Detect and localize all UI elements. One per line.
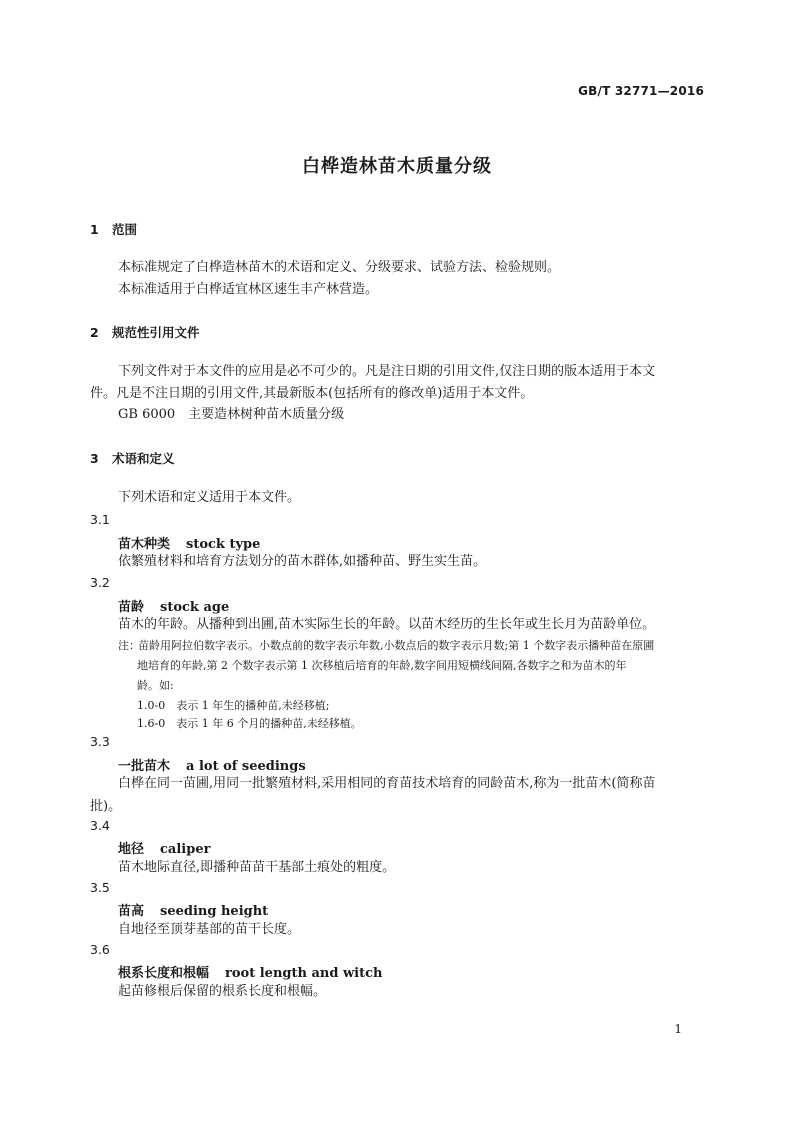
term-definition: 依繁殖材料和培育方法划分的苗木群体,如播种苗、野生实生苗。 [118, 554, 487, 569]
standard-code: GB/T 32771—2016 [578, 84, 704, 98]
term-english: caliper [160, 842, 211, 857]
term-heading [118, 900, 268, 919]
term-english: stock type [186, 537, 261, 552]
term-note-line-1 [118, 637, 654, 653]
term-chinese: 苗木种类 [118, 537, 171, 552]
term-heading [118, 962, 382, 981]
term-definition-line-2: 批)。 [90, 799, 122, 814]
term-number: 3.3 [90, 734, 110, 749]
section-title: 规范性引用文件 [112, 325, 200, 340]
section-1-heading [90, 220, 137, 238]
term-definition-line-1: 白桦在同一苗圃,用同一批繁殖材料,采用相同的育苗技术培育的同龄苗木,称为一批苗木(简称苗 [118, 776, 656, 791]
section-3-heading [90, 449, 175, 467]
term-english: stock age [160, 600, 230, 615]
term-chinese: 苗龄 [118, 600, 145, 615]
term-definition: 起苗修根后保留的根系长度和根幅。 [118, 984, 327, 999]
note-text: 苗龄用阿拉伯数字表示。小数点前的数字表示年数,小数点后的数字表示月数;第 1 个数字表示播种苗在原圃 [138, 639, 655, 652]
term-definition: 苗木的年龄。从播种到出圃,苗木实际生长的年龄。以苗木经历的生长年或生长月为苗龄单位。 [118, 617, 656, 632]
term-number: 3.4 [90, 818, 110, 833]
term-note-line-3: 龄。如: [137, 679, 174, 692]
section-number: 2 [90, 325, 99, 340]
section-title: 范围 [112, 222, 138, 237]
term-heading [118, 533, 260, 552]
section-2-heading [90, 323, 200, 341]
normative-reference: GB 6000 主要造林树种苗木质量分级 [118, 407, 345, 422]
term-heading [118, 596, 229, 615]
term-note-line-2: 地培育的年龄,第 2 个数字表示第 1 次移植后培育的年龄,数字间用短横线间隔,各数字之和为苗木的年 [137, 659, 627, 672]
section-2-paragraph-line-1: 下列文件对于本文件的应用是必不可少的。凡是注日期的引用文件,仅注日期的版本适用于本文 [118, 364, 656, 379]
term-chinese: 地径 [118, 842, 145, 857]
term-heading [118, 838, 210, 857]
term-definition: 苗木地际直径,即播种苗苗干基部土痕处的粗度。 [118, 860, 396, 875]
term-number: 3.2 [90, 575, 110, 590]
section-title: 术语和定义 [112, 451, 175, 466]
document-title: 白桦造林苗木质量分级 [302, 156, 492, 177]
term-chinese: 一批苗木 [118, 759, 171, 774]
term-number: 3.1 [90, 512, 110, 527]
section-1-paragraph-1: 本标准规定了白桦造林苗木的术语和定义、分级要求、试验方法、检验规则。 [118, 260, 561, 275]
term-chinese: 根系长度和根幅 [118, 966, 210, 981]
term-english: root length and witch [225, 966, 383, 981]
note-example-2: 1.6-0 表示 1 年 6 个月的播种苗,未经移植。 [137, 717, 362, 730]
section-number: 1 [90, 222, 99, 237]
term-english: a lot of seedings [186, 759, 306, 774]
section-3-intro: 下列术语和定义适用于本文件。 [118, 490, 301, 505]
term-english: seeding height [160, 904, 269, 919]
note-example-1: 1.0-0 表示 1 年生的播种苗,未经移植; [137, 699, 330, 712]
note-label: 注： [118, 639, 140, 652]
term-number: 3.5 [90, 880, 110, 895]
term-chinese: 苗高 [118, 904, 145, 919]
term-definition: 自地径至顶芽基部的苗干长度。 [118, 922, 301, 937]
section-1-paragraph-2: 本标准适用于白桦适宜林区速生丰产林营造。 [118, 282, 379, 297]
page-number: 1 [674, 1022, 682, 1036]
section-number: 3 [90, 451, 99, 466]
section-2-paragraph-line-2: 件。凡是不注日期的引用文件,其最新版本(包括所有的修改单)适用于本文件。 [90, 386, 534, 401]
term-heading [118, 755, 306, 774]
term-number: 3.6 [90, 942, 110, 957]
